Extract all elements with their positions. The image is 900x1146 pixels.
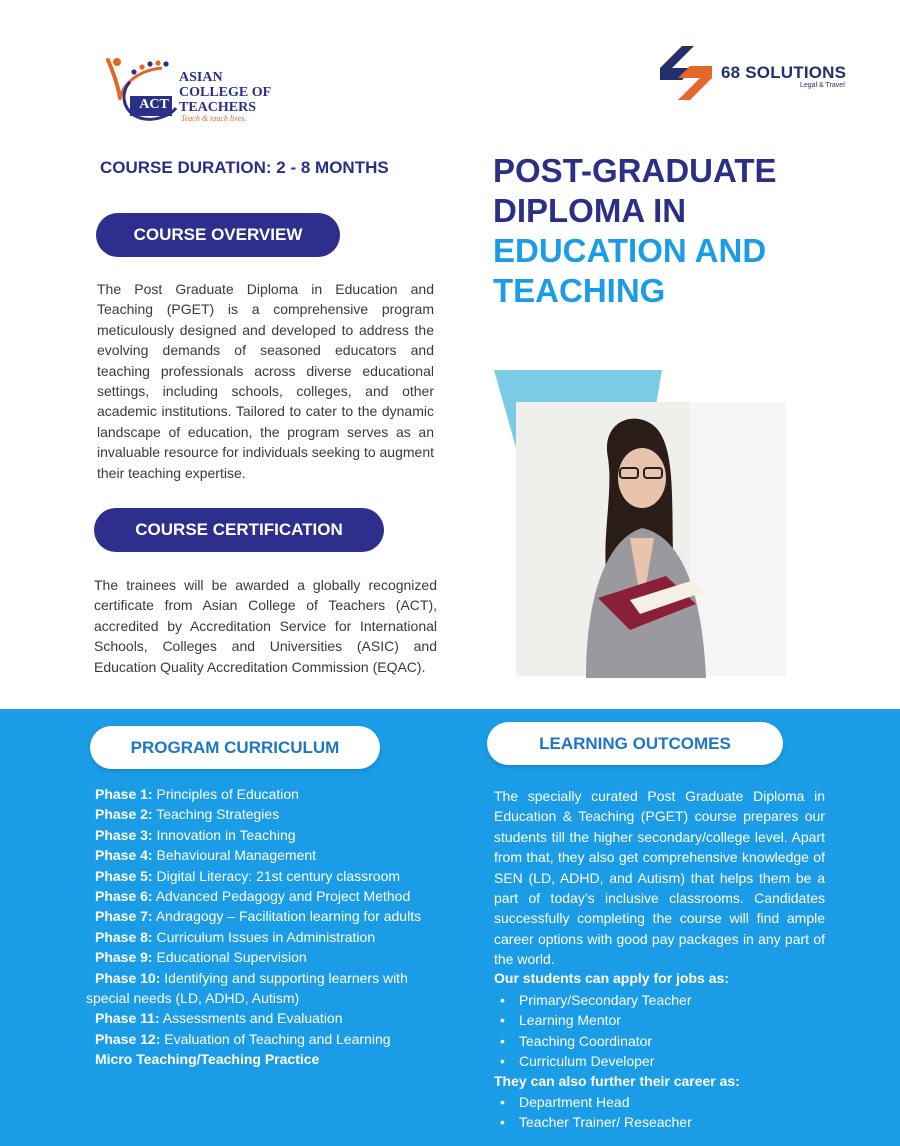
list-item [86, 906, 436, 926]
title-line: POST-GRADUATE [493, 152, 777, 189]
phase-label: Phase 1: [95, 786, 153, 802]
act-monogram: ACT [139, 97, 169, 112]
list-item [86, 968, 436, 1009]
program-curriculum-heading: PROGRAM CURRICULUM [90, 726, 380, 769]
page-title [493, 151, 777, 311]
learning-outcomes-heading: LEARNING OUTCOMES [487, 722, 783, 765]
act-wordmark [179, 70, 271, 115]
learning-outcomes-text: The specially curated Post Graduate Diploma in Education & Teaching (PGET) course prepares our students till the higher secondary/college level. Apart from that, they also get comprehensive knowledge of SEN (LD, ADHD, and Autism) that helps them be a part of today’s inclusive classrooms. Candidates successfully completing the course will find ample career options with good pay packages in any part of the world. [494, 788, 825, 968]
phase-text: Curriculum Issues in Administration [156, 928, 376, 945]
list-item [86, 866, 436, 886]
list-item [86, 804, 436, 824]
phase-label: Phase 12: [95, 1030, 161, 1047]
list-item: • Teacher Trainer/ Reseacher [500, 1112, 692, 1132]
practice-label: Micro Teaching/Teaching Practice [95, 1051, 320, 1068]
phase-text: Principles of Education [156, 786, 299, 802]
list-item [86, 784, 436, 804]
list-item [86, 1049, 436, 1069]
phase-text: Digital Literacy: 21st century classroom [156, 867, 401, 884]
course-duration: COURSE DURATION: 2 - 8 MONTHS [100, 158, 389, 177]
partner-tagline: Legal & Travel [800, 82, 845, 89]
act-wordmark-line: COLLEGE OF [179, 85, 272, 100]
title-line: TEACHING [493, 272, 666, 309]
career-heading: They can also further their career as: [494, 1073, 740, 1089]
list-item: • Learning Mentor [500, 1010, 691, 1030]
phase-text: Andragogy – Facilitation learning for adults [155, 908, 422, 925]
list-item: • Curriculum Developer [500, 1051, 691, 1071]
phase-text: Evaluation of Teaching and Learning [164, 1030, 391, 1047]
curriculum-list [86, 784, 436, 1070]
phase-label: Phase 3: [95, 826, 153, 843]
phase-label: Phase 7: [95, 908, 153, 925]
phase-label: Phase 6: [95, 888, 153, 905]
phase-text: Educational Supervision [156, 949, 307, 966]
phase-label: Phase 11: [95, 1010, 160, 1027]
course-certification-text: The trainees will be awarded a globally recognized certificate from Asian College of Teachers (ACT), accredited by Accreditation Service for International Schools, Colleges and Universities (ASIC) and Education Quality Accreditation Commission (EQAC). [94, 577, 437, 675]
list-item [86, 1029, 436, 1049]
phase-label: Phase 10: [95, 969, 161, 986]
list-item [86, 845, 436, 865]
solutions-logo-emblem [656, 44, 716, 102]
list-item: • Teaching Coordinator [500, 1031, 691, 1051]
phase-label: Phase 5: [95, 867, 153, 884]
phase-text: Advanced Pedagogy and Project Method [155, 888, 411, 905]
teacher-photo [490, 368, 790, 678]
act-wordmark-line: ASIAN [179, 70, 223, 85]
title-line: DIPLOMA IN [493, 192, 687, 229]
act-tagline: Teach & touch lives. [181, 114, 247, 123]
jobs-heading: Our students can apply for jobs as: [494, 970, 729, 986]
phase-text: Identifying and supporting learners with special needs (LD, ADHD, Autism) [86, 969, 408, 1007]
course-certification-heading: COURSE CERTIFICATION [94, 508, 384, 552]
phase-label: Phase 9: [95, 949, 153, 966]
course-overview-heading: COURSE OVERVIEW [96, 213, 340, 257]
phase-label: Phase 2: [95, 806, 153, 823]
partner-name: 68 SOLUTIONS [721, 63, 847, 82]
list-item [86, 927, 436, 947]
list-item: • Department Head [500, 1092, 692, 1112]
jobs-list [500, 990, 691, 1072]
list-item [86, 825, 436, 845]
list-item: • Primary/Secondary Teacher [500, 990, 691, 1010]
career-list [500, 1092, 692, 1133]
course-overview-text: The Post Graduate Diploma in Education and Teaching (PGET) is a comprehensive program meticulously designed and developed to address the evolving demands of seasoned educators and teaching professionals across diverse educational settings, including schools, colleges, and other academic institutions. Tailored to cater to the dynamic landscape of education, the program serves as an invaluable resource for individuals seeking to augment their teaching expertise. [97, 281, 434, 481]
list-item [86, 886, 436, 906]
phase-text: Assessments and Evaluation [162, 1010, 343, 1027]
act-wordmark-line: TEACHERS [179, 100, 257, 115]
list-item [86, 1008, 436, 1028]
phase-label: Phase 4: [95, 847, 153, 864]
phase-text: Teaching Strategies [156, 806, 280, 823]
phase-text: Innovation in Teaching [156, 826, 296, 843]
title-line: EDUCATION AND [493, 232, 767, 269]
phase-text: Behavioural Management [156, 847, 317, 864]
list-item [86, 947, 436, 967]
phase-label: Phase 8: [95, 928, 153, 945]
